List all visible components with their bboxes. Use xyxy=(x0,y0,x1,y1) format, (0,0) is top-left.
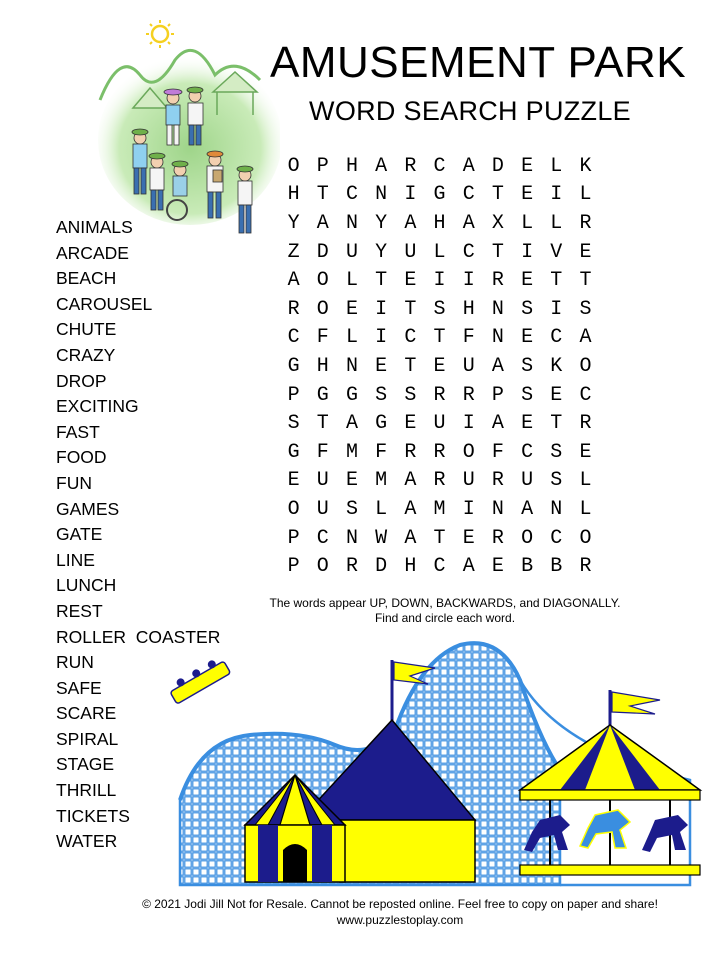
grid-cell[interactable]: T xyxy=(404,354,417,378)
grid-cell[interactable]: R xyxy=(404,440,417,464)
grid-cell[interactable]: T xyxy=(433,526,446,550)
grid-cell[interactable]: E xyxy=(404,269,417,293)
amusement-park-scene-icon xyxy=(160,620,705,890)
grid-cell[interactable]: E xyxy=(404,412,417,436)
grid-cell[interactable]: O xyxy=(462,440,475,464)
grid-cell[interactable]: E xyxy=(433,354,446,378)
grid-cell[interactable]: M xyxy=(433,497,446,521)
grid-cell[interactable]: A xyxy=(491,412,504,436)
grid-cell[interactable]: V xyxy=(550,240,563,264)
grid-cell[interactable]: E xyxy=(579,440,592,464)
letter-grid xyxy=(279,152,600,581)
grid-cell[interactable]: T xyxy=(491,240,504,264)
grid-cell[interactable]: A xyxy=(287,269,300,293)
grid-cell[interactable]: S xyxy=(287,412,300,436)
grid-cell[interactable]: E xyxy=(491,555,504,579)
grid-cell[interactable]: L xyxy=(550,211,563,235)
grid-cell[interactable]: E xyxy=(462,526,475,550)
grid-cell[interactable]: E xyxy=(521,183,534,207)
grid-cell[interactable]: P xyxy=(316,154,329,178)
grid-cell[interactable]: O xyxy=(287,154,300,178)
grid-cell[interactable]: L xyxy=(550,154,563,178)
grid-cell[interactable]: H xyxy=(345,154,358,178)
word-item: TICKETS xyxy=(56,805,130,826)
word-item: FOOD xyxy=(56,447,107,468)
grid-cell[interactable]: Y xyxy=(375,240,388,264)
instructions-line-2: Find and circle each word. xyxy=(374,611,516,625)
grid-cell[interactable]: S xyxy=(550,469,563,493)
grid-cell[interactable]: F xyxy=(375,440,388,464)
grid-cell[interactable]: A xyxy=(404,526,417,550)
grid-row xyxy=(279,438,600,467)
grid-cell[interactable]: C xyxy=(287,326,300,350)
grid-cell[interactable]: D xyxy=(375,555,388,579)
website-link[interactable]: www.puzzlestoplay.com xyxy=(336,913,464,927)
grid-row xyxy=(279,295,600,324)
grid-cell[interactable]: S xyxy=(521,297,534,321)
word-item: CAROUSEL xyxy=(56,293,153,314)
grid-cell[interactable]: I xyxy=(521,240,534,264)
word-item: LINE xyxy=(56,549,95,570)
grid-cell[interactable]: U xyxy=(462,354,475,378)
grid-cell[interactable]: F xyxy=(316,326,329,350)
grid-cell[interactable]: T xyxy=(375,269,388,293)
grid-cell[interactable]: C xyxy=(521,440,534,464)
grid-cell[interactable]: S xyxy=(375,383,388,407)
grid-cell[interactable]: T xyxy=(433,326,446,350)
grid-cell[interactable]: S xyxy=(521,354,534,378)
page-subtitle: WORD SEARCH PUZZLE xyxy=(309,96,631,126)
grid-cell[interactable]: L xyxy=(579,183,592,207)
grid-cell[interactable]: U xyxy=(345,240,358,264)
grid-cell[interactable]: O xyxy=(316,297,329,321)
grid-cell[interactable]: C xyxy=(462,183,475,207)
grid-cell[interactable]: W xyxy=(375,526,388,550)
word-item: SPIRAL xyxy=(56,728,119,749)
grid-cell[interactable]: O xyxy=(316,555,329,579)
grid-cell[interactable]: D xyxy=(491,154,504,178)
grid-cell[interactable]: I xyxy=(550,183,563,207)
grid-cell[interactable]: I xyxy=(550,297,563,321)
grid-cell[interactable]: N xyxy=(491,497,504,521)
grid-cell[interactable]: A xyxy=(521,497,534,521)
grid-cell[interactable]: I xyxy=(375,326,388,350)
grid-cell[interactable]: C xyxy=(579,383,592,407)
grid-cell[interactable]: I xyxy=(462,412,475,436)
grid-cell[interactable]: C xyxy=(462,240,475,264)
grid-cell[interactable]: F xyxy=(316,440,329,464)
grid-cell[interactable]: K xyxy=(550,354,563,378)
word-item: SAFE xyxy=(56,677,102,698)
grid-cell[interactable]: Y xyxy=(287,211,300,235)
grid-cell[interactable]: L xyxy=(579,497,592,521)
sun-icon xyxy=(146,20,174,48)
grid-cell[interactable]: M xyxy=(345,440,358,464)
grid-cell[interactable]: M xyxy=(375,469,388,493)
grid-cell[interactable]: E xyxy=(521,154,534,178)
grid-cell[interactable]: R xyxy=(491,526,504,550)
grid-cell[interactable]: P xyxy=(287,555,300,579)
grid-cell[interactable]: I xyxy=(375,297,388,321)
grid-cell[interactable]: A xyxy=(404,497,417,521)
grid-cell[interactable]: O xyxy=(579,526,592,550)
word-item: REST xyxy=(56,600,103,621)
grid-cell[interactable]: O xyxy=(287,497,300,521)
grid-cell[interactable]: N xyxy=(345,354,358,378)
grid-cell[interactable]: R xyxy=(345,555,358,579)
grid-row xyxy=(279,181,600,210)
grid-cell[interactable]: C xyxy=(550,326,563,350)
grid-cell[interactable]: S xyxy=(521,383,534,407)
grid-cell[interactable]: U xyxy=(404,240,417,264)
grid-cell[interactable]: G xyxy=(287,440,300,464)
word-item: BEACH xyxy=(56,268,117,289)
grid-cell[interactable]: S xyxy=(345,497,358,521)
grid-cell[interactable]: F xyxy=(491,440,504,464)
grid-cell[interactable]: N xyxy=(345,526,358,550)
grid-cell[interactable]: L xyxy=(521,211,534,235)
grid-cell[interactable]: U xyxy=(316,497,329,521)
grid-row xyxy=(279,352,600,381)
grid-cell[interactable]: U xyxy=(462,469,475,493)
grid-cell[interactable]: K xyxy=(579,154,592,178)
copyright-text: © 2021 Jodi Jill Not for Resale. Cannot be reposted online. Feel free to copy on paper and share! xyxy=(142,897,658,911)
grid-cell[interactable]: X xyxy=(491,211,504,235)
grid-cell[interactable]: A xyxy=(491,354,504,378)
grid-cell[interactable]: N xyxy=(375,183,388,207)
grid-cell[interactable]: A xyxy=(579,326,592,350)
grid-cell[interactable]: I xyxy=(462,269,475,293)
grid-cell[interactable]: I xyxy=(433,269,446,293)
grid-cell[interactable]: R xyxy=(287,297,300,321)
grid-cell[interactable]: E xyxy=(375,354,388,378)
grid-cell[interactable]: L xyxy=(345,326,358,350)
grid-cell[interactable]: T xyxy=(316,183,329,207)
grid-cell[interactable]: S xyxy=(579,297,592,321)
grid-cell[interactable]: H xyxy=(433,211,446,235)
grid-cell[interactable]: T xyxy=(491,183,504,207)
grid-cell[interactable]: S xyxy=(404,383,417,407)
grid-cell[interactable]: E xyxy=(550,383,563,407)
grid-cell[interactable]: T xyxy=(404,297,417,321)
grid-cell[interactable]: O xyxy=(316,269,329,293)
grid-cell[interactable]: A xyxy=(375,154,388,178)
grid-cell[interactable]: U xyxy=(521,469,534,493)
word-item: FUN xyxy=(56,472,92,493)
word-item: DROP xyxy=(56,370,107,391)
grid-cell[interactable]: R xyxy=(579,412,592,436)
grid-cell[interactable]: P xyxy=(287,383,300,407)
grid-cell[interactable]: G xyxy=(287,354,300,378)
grid-cell[interactable]: R xyxy=(491,269,504,293)
word-item: ARCADE xyxy=(56,242,129,263)
grid-cell[interactable]: L xyxy=(579,469,592,493)
grid-cell[interactable]: Y xyxy=(375,211,388,235)
grid-cell[interactable]: H xyxy=(462,297,475,321)
grid-cell[interactable]: S xyxy=(550,440,563,464)
grid-cell[interactable]: N xyxy=(491,297,504,321)
grid-row xyxy=(279,209,600,238)
word-item: FAST xyxy=(56,421,100,442)
grid-cell[interactable]: E xyxy=(345,297,358,321)
grid-row xyxy=(279,266,600,295)
grid-cell[interactable]: H xyxy=(287,183,300,207)
grid-cell[interactable]: G xyxy=(345,383,358,407)
grid-cell[interactable]: I xyxy=(404,183,417,207)
word-item: CRAZY xyxy=(56,344,116,365)
grid-cell[interactable]: D xyxy=(316,240,329,264)
grid-cell[interactable]: G xyxy=(316,383,329,407)
grid-row xyxy=(279,381,600,410)
grid-row xyxy=(279,552,600,581)
grid-cell[interactable]: B xyxy=(521,555,534,579)
word-item: CHUTE xyxy=(56,319,117,340)
word-item: WATER xyxy=(56,831,118,852)
grid-cell[interactable]: T xyxy=(579,269,592,293)
word-item: LUNCH xyxy=(56,575,117,596)
grid-cell[interactable]: R xyxy=(433,469,446,493)
grid-cell[interactable]: O xyxy=(579,354,592,378)
grid-cell[interactable]: H xyxy=(316,354,329,378)
word-item: STAGE xyxy=(56,754,115,775)
word-item: SCARE xyxy=(56,703,117,724)
word-item: RUN xyxy=(56,652,94,673)
grid-row xyxy=(279,409,600,438)
grid-cell[interactable]: R xyxy=(579,211,592,235)
footer xyxy=(0,896,720,928)
grid-cell[interactable]: T xyxy=(550,412,563,436)
grid-cell[interactable]: U xyxy=(433,412,446,436)
grid-cell[interactable]: A xyxy=(462,211,475,235)
grid-cell[interactable]: A xyxy=(404,469,417,493)
grid-cell[interactable]: N xyxy=(491,326,504,350)
grid-cell[interactable]: R xyxy=(491,469,504,493)
grid-cell[interactable]: F xyxy=(462,326,475,350)
word-item: EXCITING xyxy=(56,396,139,417)
grid-cell[interactable]: L xyxy=(345,269,358,293)
word-item: GATE xyxy=(56,524,103,545)
word-item: GAMES xyxy=(56,498,120,519)
grid-cell[interactable]: R xyxy=(462,383,475,407)
word-item: THRILL xyxy=(56,780,117,801)
grid-cell[interactable]: B xyxy=(550,555,563,579)
grid-cell[interactable]: O xyxy=(521,526,534,550)
grid-row xyxy=(279,524,600,553)
grid-cell[interactable]: E xyxy=(521,412,534,436)
grid-cell[interactable]: G xyxy=(375,412,388,436)
grid-cell[interactable]: R xyxy=(433,383,446,407)
grid-cell[interactable]: I xyxy=(462,497,475,521)
grid-cell[interactable]: C xyxy=(316,526,329,550)
word-item: ROLLER COASTER xyxy=(56,626,221,647)
grid-cell[interactable]: E xyxy=(345,469,358,493)
grid-cell[interactable]: G xyxy=(433,183,446,207)
people-at-park-icon xyxy=(95,20,280,245)
grid-cell[interactable]: P xyxy=(287,526,300,550)
grid-cell[interactable]: N xyxy=(345,211,358,235)
grid-cell[interactable]: R xyxy=(404,154,417,178)
grid-cell[interactable]: E xyxy=(521,269,534,293)
grid-cell[interactable]: U xyxy=(316,469,329,493)
grid-cell[interactable]: C xyxy=(550,526,563,550)
grid-cell[interactable]: C xyxy=(433,555,446,579)
grid-cell[interactable]: E xyxy=(287,469,300,493)
grid-row xyxy=(279,238,600,267)
grid-cell[interactable]: A xyxy=(316,211,329,235)
grid-cell[interactable]: L xyxy=(433,240,446,264)
grid-cell[interactable]: T xyxy=(316,412,329,436)
grid-cell[interactable]: L xyxy=(375,497,388,521)
grid-cell[interactable]: C xyxy=(345,183,358,207)
grid-cell[interactable]: E xyxy=(521,326,534,350)
grid-row xyxy=(279,495,600,524)
word-item: ANIMALS xyxy=(56,217,133,237)
grid-cell[interactable]: A xyxy=(404,211,417,235)
grid-cell[interactable]: C xyxy=(433,154,446,178)
instructions-line-1: The words appear UP, DOWN, BACKWARDS, and DIAGONALLY. xyxy=(269,596,621,610)
grid-row xyxy=(279,467,600,496)
coaster-car-icon xyxy=(167,655,231,704)
grid-cell[interactable]: C xyxy=(404,326,417,350)
grid-cell[interactable]: Z xyxy=(287,240,300,264)
grid-cell[interactable]: A xyxy=(462,154,475,178)
grid-cell[interactable]: T xyxy=(550,269,563,293)
grid-cell[interactable]: H xyxy=(404,555,417,579)
grid-cell[interactable]: A xyxy=(462,555,475,579)
page-title: AMUSEMENT PARK xyxy=(270,38,687,87)
grid-cell[interactable]: S xyxy=(433,297,446,321)
grid-cell[interactable]: E xyxy=(579,240,592,264)
grid-cell[interactable]: N xyxy=(550,497,563,521)
grid-cell[interactable]: R xyxy=(579,555,592,579)
grid-row xyxy=(279,324,600,353)
grid-cell[interactable]: R xyxy=(433,440,446,464)
grid-cell[interactable]: P xyxy=(491,383,504,407)
grid-cell[interactable]: A xyxy=(345,412,358,436)
grid-row xyxy=(279,152,600,181)
